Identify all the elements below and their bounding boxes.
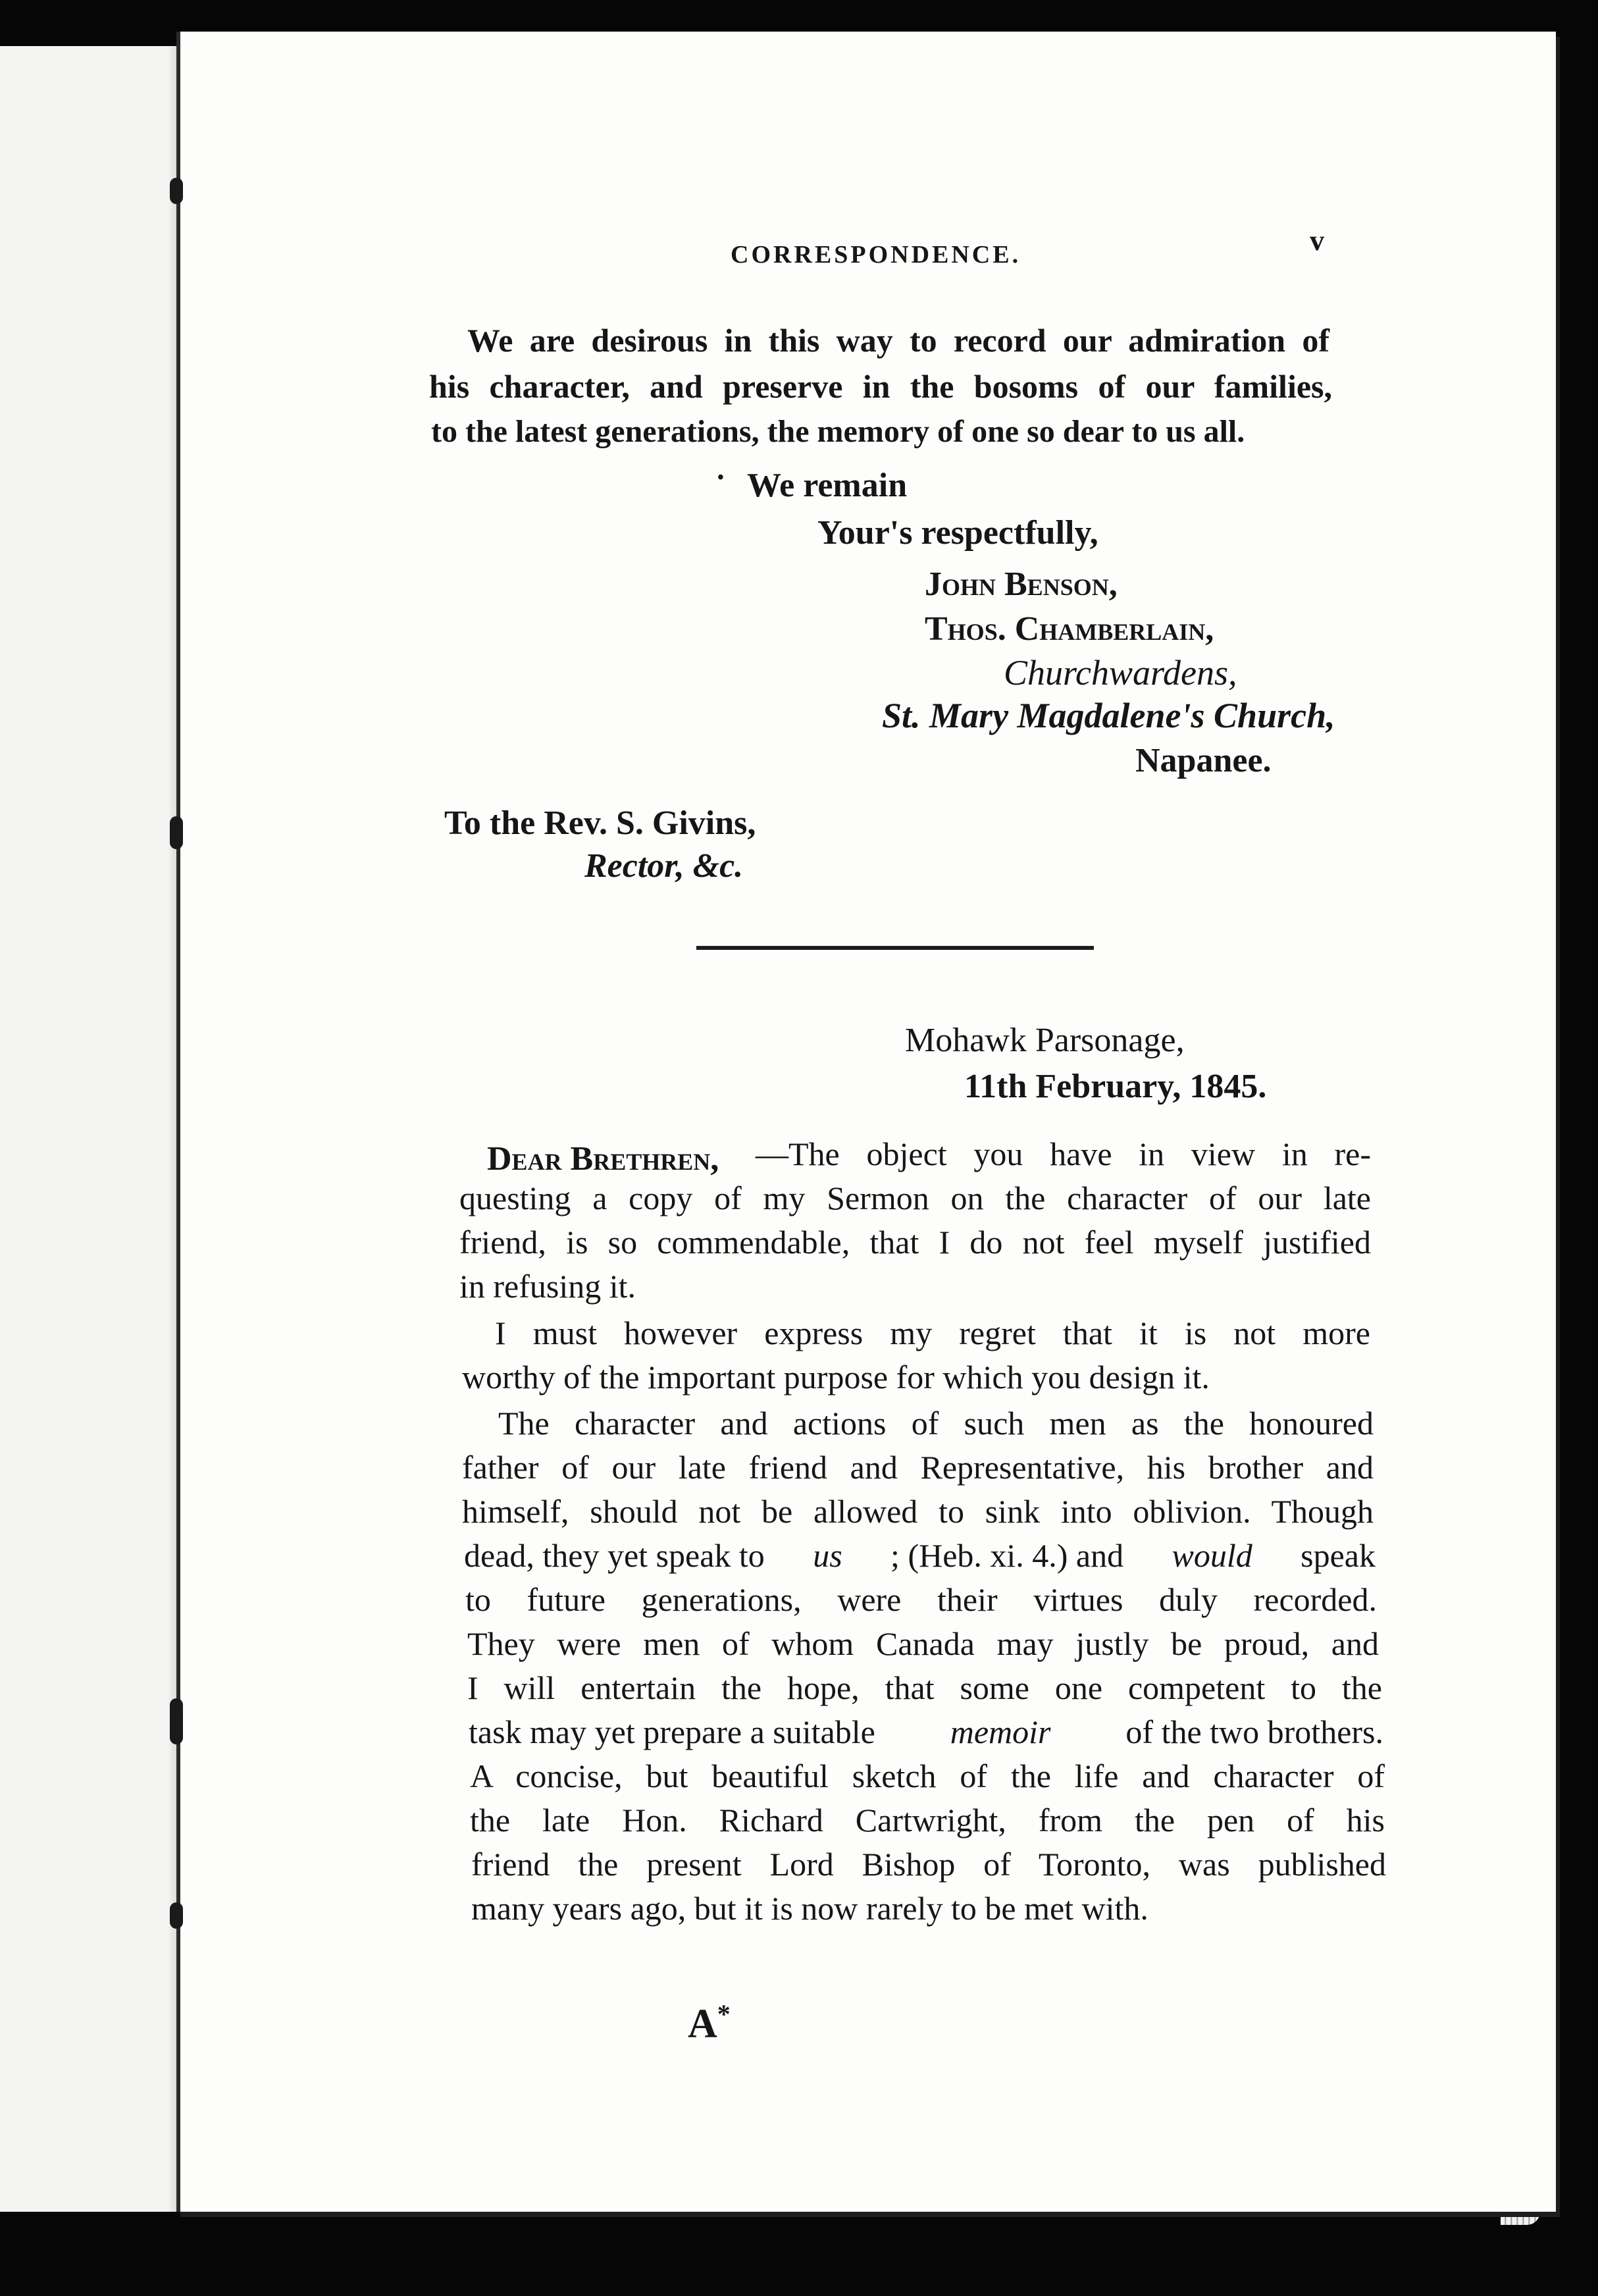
text-line: to the latest generations, the memory of one so dear to us all. [431,414,1245,449]
emphasis-text: memoir [950,1713,1051,1750]
text-line: in refusing it. [459,1268,636,1305]
text-line: They were men of whom Canada may justly be proud, and [467,1625,1379,1662]
facing-page [0,46,191,2212]
text-line: the late Hon. Richard Cartwright, from the pen of his [470,1802,1385,1839]
text-line: his character, and preserve in the bosoms of our families, [429,368,1332,405]
text-line: I must however express my regret that it is not more [495,1315,1370,1351]
signature-mark [688,2001,731,2045]
text-line: I will entertain the hope, that some one competent to the [467,1669,1382,1706]
letter-location: Mohawk Parsonage, [905,1022,1185,1059]
text-fragment: speak [1301,1537,1376,1574]
binding-hole [170,1902,183,1929]
text-line [469,1715,1383,1748]
closing-line: Your's respectfully, [817,514,1098,552]
bullet-mark: • [717,467,724,488]
binding-hole [170,178,183,204]
church-name: St. Mary Magdalene's Church, [882,696,1335,735]
signer-name: John Benson, [925,565,1118,603]
emphasis-text: us [813,1537,842,1574]
text-line: questing a copy of my Sermon on the character of our late [459,1180,1371,1216]
text-line: We are desirous in this way to record our admiration of [467,322,1329,359]
text-line: father of our late friend and Representative, his brother and [462,1449,1374,1486]
addressee: To the Rev. S. Givins, [444,804,756,842]
text-line: friend the present Lord Bishop of Toronto, was published [471,1846,1386,1883]
text-line: himself, should not be allowed to sink into oblivion. Though [462,1493,1374,1530]
signature-star: * [717,1999,731,2029]
page-number: v [1310,224,1324,257]
text-line: —The object you have in view in re- [756,1135,1371,1172]
place-name: Napanee. [1135,742,1272,779]
addressee-title: Rector, &c. [584,847,744,885]
text-fragment: of the two brothers. [1125,1713,1383,1750]
text-line: A concise, but beautiful sketch of the life and character of [470,1758,1385,1794]
running-title: CORRESPONDENCE. [731,241,1021,269]
text-fragment: task may yet prepare a suitable [469,1713,875,1750]
closing-line: We remain [747,467,908,504]
text-line: The character and actions of such men as the honoured [498,1405,1374,1442]
text-fragment: dead, they yet speak to [464,1537,765,1574]
signer-role: Churchwardens, [1004,653,1237,692]
text-line [464,1539,1376,1572]
signer-name: Thos. Chamberlain, [925,610,1214,648]
binding-hole [170,816,183,849]
salutation: Dear Brethren, [487,1140,719,1178]
text-fragment: ; (Heb. xi. 4.) and [890,1537,1124,1574]
binding-hole [170,1698,183,1744]
emphasis-text: would [1172,1537,1252,1574]
section-divider [696,946,1094,950]
text-line: worthy of the important purpose for which you design it. [462,1359,1210,1396]
text-line: to future generations, were their virtues duly recorded. [465,1581,1377,1618]
signature-letter: A [688,2001,717,2047]
text-line: many years ago, but it is now rarely to be met with. [471,1890,1148,1927]
text-line: friend, is so commendable, that I do not feel myself justified [459,1224,1371,1261]
letter-date: 11th February, 1845. [964,1068,1267,1105]
